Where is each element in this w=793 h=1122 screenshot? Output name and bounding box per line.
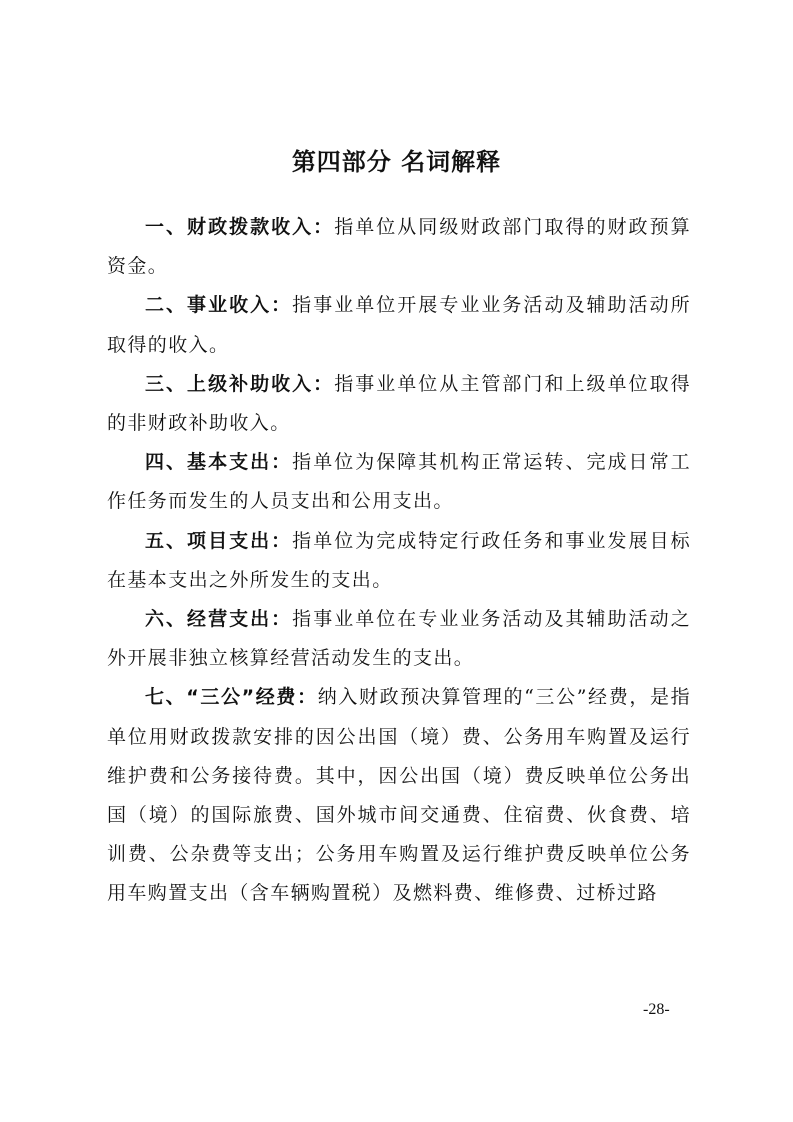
paragraph-5	[107, 522, 691, 600]
term-label: 七、“三公”经费：	[145, 686, 318, 709]
paragraph-2	[107, 286, 691, 364]
paragraph-7	[107, 678, 691, 913]
term-definition: 指事业单位从主管部门和上级单位取得的非财政补助收入。	[107, 372, 691, 435]
term-definition: 纳入财政预决算管理的“三公”经费，是指单位用财政拨款安排的因公出国（境）费、公务用车购置及运行维护费和公务接待费。其中，因公出国（境）费反映单位公务出国（境）的国际旅费、国外城市间交通费、住宿费、伙食费、培训费、公杂费等支出；公务用车购置及运行维护费反映单位公务用车购置支出（含车辆购置税）及燃料费、维修费、过桥过路	[107, 686, 692, 905]
term-label: 一、财政拨款收入：	[145, 216, 335, 238]
term-label: 四、基本支出：	[145, 451, 293, 474]
paragraph-4	[107, 443, 691, 521]
term-label: 二、事业收入：	[145, 294, 293, 317]
term-definition: 指单位从同级财政部门取得的财政预算资金。	[107, 216, 691, 278]
term-label: 六、经营支出：	[145, 608, 293, 631]
term-label: 五、项目支出：	[145, 529, 293, 552]
term-definition: 指单位为完成特定行政任务和事业发展目标在基本支出之外所发生的支出。	[107, 529, 691, 591]
paragraph-3	[107, 365, 691, 443]
page-number: -28-	[643, 1001, 670, 1018]
term-definition: 指单位为保障其机构正常运转、完成日常工作任务而发生的人员支出和公用支出。	[107, 451, 691, 513]
paragraph-1	[107, 208, 691, 286]
document-body	[107, 208, 691, 914]
term-definition: 指事业单位在专业业务活动及其辅助活动之外开展非独立核算经营活动发生的支出。	[107, 608, 691, 670]
term-label: 三、上级补助收入：	[145, 372, 335, 395]
term-definition: 指事业单位开展专业业务活动及辅助活动所取得的收入。	[107, 294, 691, 356]
paragraph-6	[107, 600, 691, 678]
page-title: 第四部分 名词解释	[291, 148, 502, 176]
